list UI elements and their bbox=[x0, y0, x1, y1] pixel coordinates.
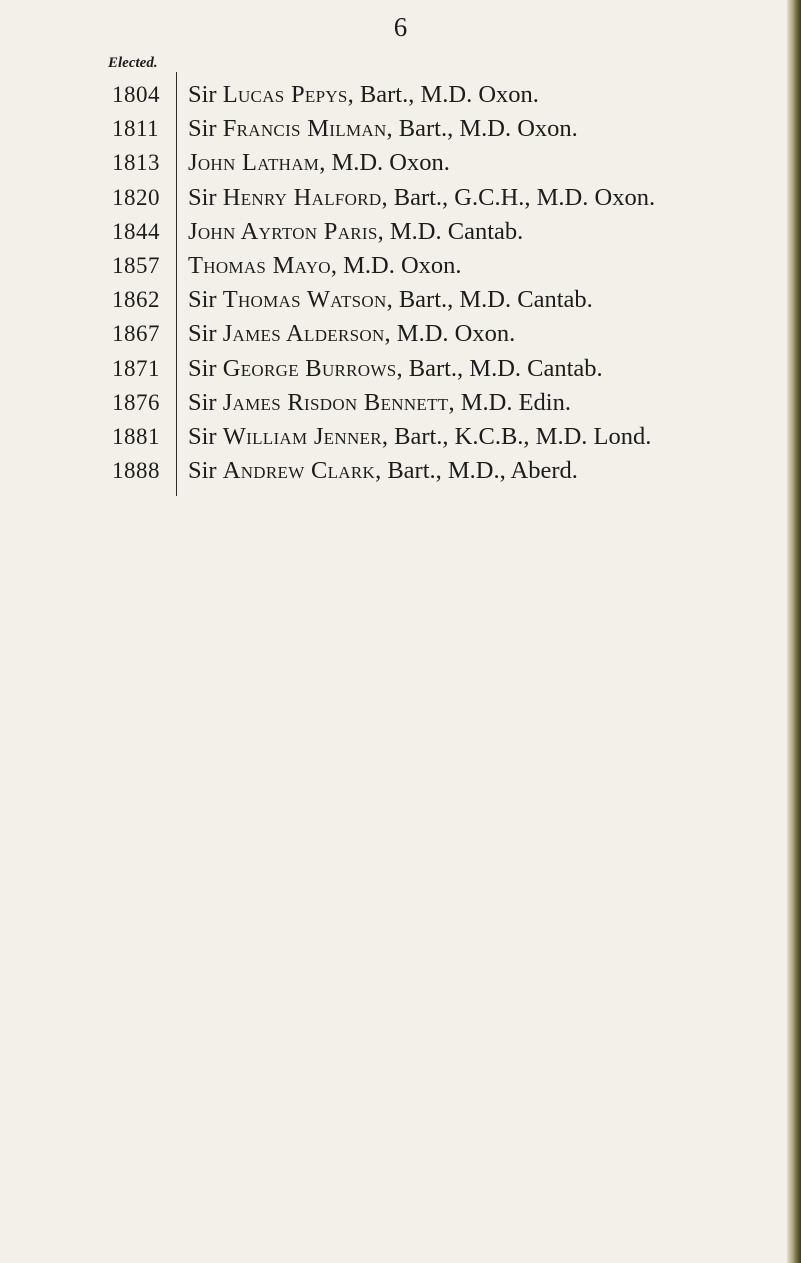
entry-prefix: Sir bbox=[188, 115, 223, 143]
year-elected: 1844 bbox=[112, 218, 160, 244]
entry-name: Thomas Mayo bbox=[188, 251, 331, 279]
entry-name: Andrew Clark bbox=[222, 457, 376, 485]
entry-text bbox=[188, 181, 655, 215]
entry-prefix: Sir bbox=[188, 388, 223, 416]
entry-degrees: , Bart., K.C.B., M.D. Lond. bbox=[381, 422, 652, 450]
entry-text bbox=[188, 420, 651, 454]
entry-prefix: Sir bbox=[188, 286, 223, 314]
year-elected: 1811 bbox=[112, 116, 160, 142]
year-elected: 1857 bbox=[112, 252, 160, 278]
list-row bbox=[0, 420, 790, 454]
list-row bbox=[0, 283, 790, 317]
entry-text bbox=[188, 454, 578, 488]
list-row bbox=[0, 317, 790, 351]
presidents-list bbox=[0, 78, 790, 488]
entry-name: James Alderson bbox=[222, 320, 385, 348]
list-row bbox=[0, 249, 790, 283]
entry-degrees: , Bart., M.D. Oxon. bbox=[347, 81, 539, 108]
entry-text bbox=[188, 146, 450, 180]
entry-prefix: Sir bbox=[188, 457, 223, 485]
year-elected: 1876 bbox=[112, 389, 160, 415]
entry-name: Thomas Watson bbox=[222, 286, 387, 314]
entry-degrees: , M.D. Oxon. bbox=[330, 251, 462, 279]
list-row bbox=[0, 181, 790, 215]
entry-name: William Jenner bbox=[222, 422, 382, 450]
entry-text bbox=[188, 352, 603, 386]
list-row bbox=[0, 146, 790, 180]
entry-degrees: , M.D. Edin. bbox=[448, 388, 571, 416]
year-elected: 1867 bbox=[112, 321, 160, 347]
entry-degrees: , M.D. Oxon. bbox=[319, 149, 450, 177]
entry-degrees: , M.D. Cantab. bbox=[377, 217, 524, 245]
list-row bbox=[0, 454, 790, 488]
entry-name: John Ayrton Paris bbox=[188, 217, 378, 245]
year-elected: 1888 bbox=[112, 458, 160, 484]
entry-text bbox=[188, 317, 515, 351]
entry-degrees: , Bart., M.D. Oxon. bbox=[386, 115, 578, 143]
entry-degrees: , M.D. Oxon. bbox=[384, 320, 516, 348]
entry-text bbox=[188, 78, 539, 112]
list-row bbox=[0, 352, 790, 386]
entry-name: James Risdon Bennett bbox=[222, 388, 449, 416]
entry-text bbox=[188, 249, 462, 283]
year-elected: 1820 bbox=[112, 184, 160, 210]
entry-name: Francis Milman bbox=[222, 115, 387, 143]
entry-prefix: Sir bbox=[188, 81, 223, 108]
entry-degrees: , Bart., M.D. Cantab. bbox=[396, 354, 603, 382]
year-elected: 1871 bbox=[112, 355, 160, 381]
entry-text bbox=[188, 283, 593, 317]
year-elected: 1804 bbox=[112, 82, 160, 107]
entry-name: Henry Halford bbox=[222, 183, 382, 211]
list-row bbox=[0, 215, 790, 249]
elected-column-header: Elected. bbox=[108, 55, 158, 71]
entry-prefix: Sir bbox=[188, 183, 223, 211]
page-number: 6 bbox=[393, 12, 408, 42]
list-row bbox=[0, 112, 790, 146]
year-elected: 1862 bbox=[112, 287, 160, 313]
entry-prefix: Sir bbox=[188, 320, 223, 348]
entry-text bbox=[188, 215, 523, 249]
entry-name: Lucas Pepys bbox=[222, 81, 348, 108]
entry-degrees: , Bart., G.C.H., M.D. Oxon. bbox=[381, 183, 656, 211]
entry-prefix: Sir bbox=[188, 354, 223, 382]
entry-prefix: Sir bbox=[188, 422, 223, 450]
entry-degrees: , Bart., M.D., Aberd. bbox=[375, 457, 578, 485]
year-elected: 1881 bbox=[112, 423, 160, 449]
entry-text bbox=[188, 386, 571, 420]
list-row bbox=[0, 78, 790, 112]
entry-degrees: , Bart., M.D. Cantab. bbox=[386, 286, 593, 314]
entry-text bbox=[188, 112, 578, 146]
year-elected: 1813 bbox=[112, 150, 160, 176]
entry-name: George Burrows bbox=[222, 354, 397, 382]
entry-name: John Latham bbox=[188, 149, 320, 177]
list-row bbox=[0, 386, 790, 420]
